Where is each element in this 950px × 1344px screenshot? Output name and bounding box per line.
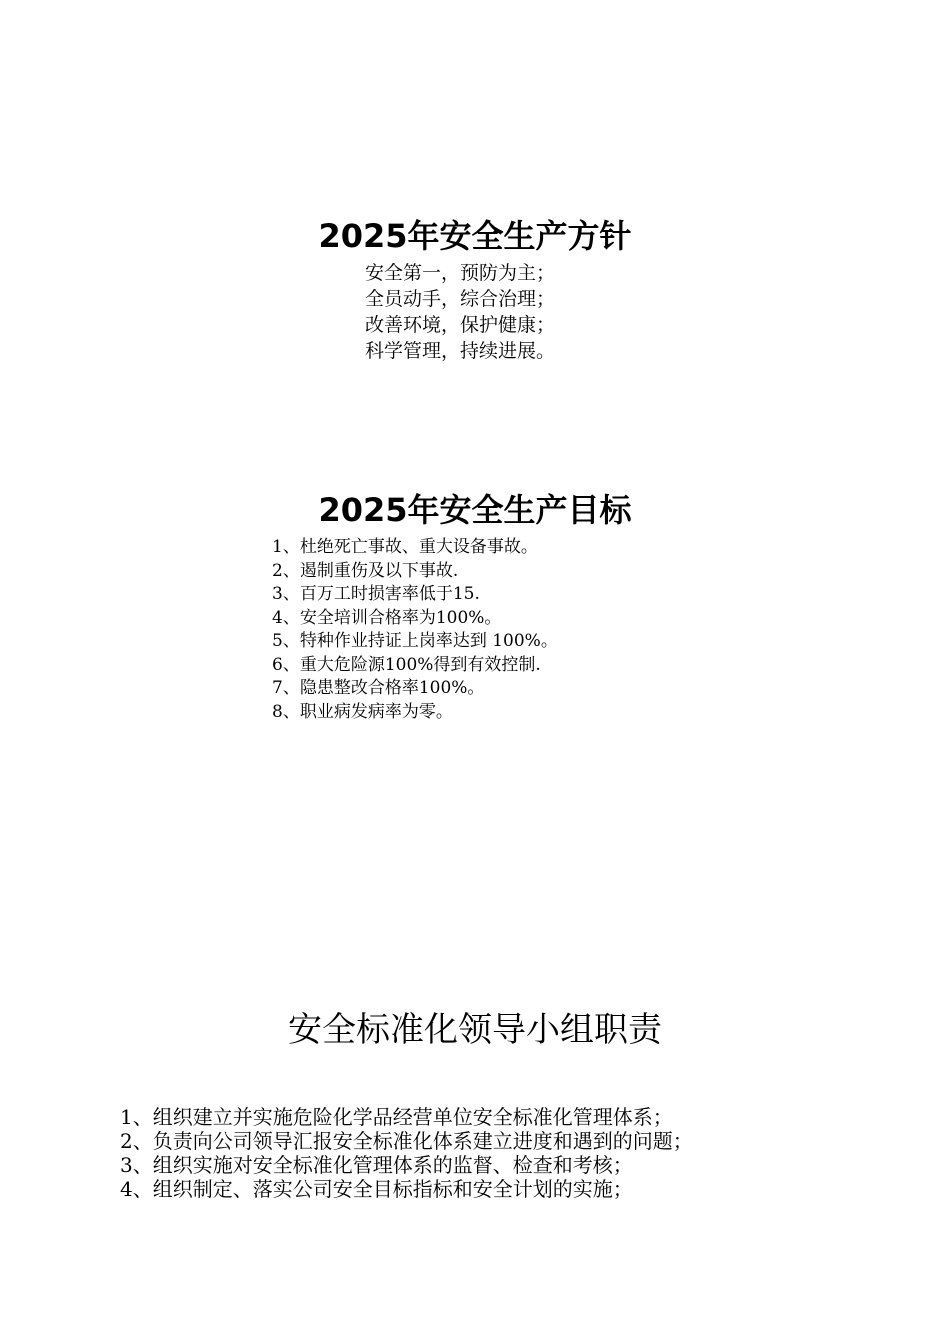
duty-item: 3、组织实施对安全标准化管理体系的监督、检查和考核； — [120, 1153, 633, 1177]
goal-item: 7、隐患整改合格率100%。 — [272, 678, 485, 698]
duty-item: 1、组织建立并实施危险化学品经营单位安全标准化管理体系； — [120, 1105, 673, 1129]
leadership-duties-list — [120, 1105, 693, 1201]
policy-line: 科学管理，持续进展。 — [365, 340, 556, 362]
leadership-title: 安全标准化领导小组职责 — [288, 1010, 662, 1050]
goal-item: 8、职业病发病率为零。 — [272, 701, 453, 722]
policy-line: 全员动手，综合治理； — [365, 288, 556, 310]
duty-item: 2、负责向公司领导汇报安全标准化体系建立进度和遇到的问题； — [120, 1129, 693, 1153]
goals-title: 2025年安全生产目标 — [318, 491, 632, 529]
goal-item: 4、安全培训合格率为100%。 — [272, 607, 502, 628]
policy-title: 2025年安全生产方针 — [318, 217, 632, 255]
goal-item: 6、重大危险源100%得到有效控制. — [272, 654, 541, 675]
goal-item: 5、特种作业持证上岗率达到 100%。 — [272, 631, 558, 651]
goal-item: 1、杜绝死亡事故、重大设备事故。 — [272, 537, 538, 557]
policy-line: 改善环境，保护健康； — [365, 314, 556, 336]
goal-item: 2、遏制重伤及以下事故. — [272, 560, 459, 581]
goals-list — [272, 536, 558, 724]
policy-line: 安全第一，预防为主； — [365, 262, 556, 284]
policy-lines — [365, 260, 555, 364]
duty-item: 4、组织制定、落实公司安全目标指标和安全计划的实施； — [120, 1177, 633, 1201]
goal-item: 3、百万工时损害率低于15. — [272, 584, 480, 604]
